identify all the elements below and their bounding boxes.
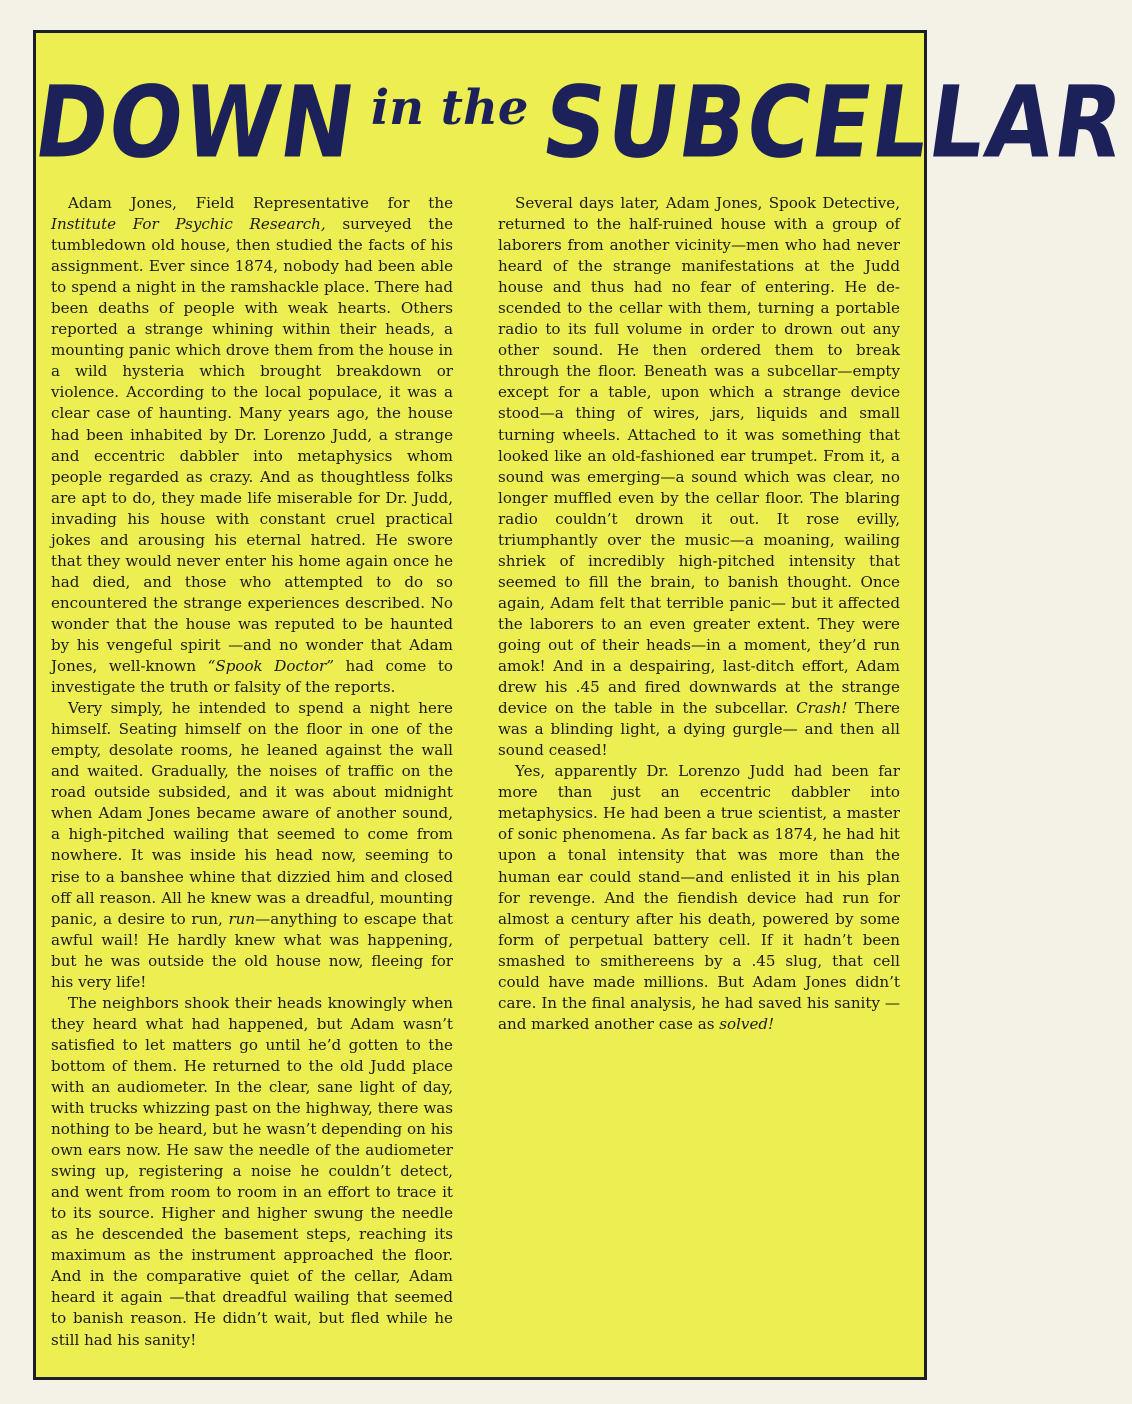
institute-name: Institute For Psychic Research,	[51, 215, 326, 234]
article-column-left	[51, 193, 453, 1351]
title-word-in-the: in the	[370, 80, 529, 136]
article-column-right	[498, 193, 900, 1035]
title-word-down: DOWN	[27, 65, 364, 181]
paragraph-1: Adam Jones, Field Representative for the Institute For Psychic Research, surveyed the tumbledown old house, then studied the facts of his assignment. Ever since 1874, nobody had been able to spend a night in the ramshackle place. There had been deaths of people with weak hearts. Others reported a strange whining within their heads, a mounting panic which drove them from the house in a wild hysteria which brought breakdown or violence. According to the local populace, it was a clear case of haunting. Many years ago, the house had been inhabited by Dr. Lorenzo Judd, a strange and eccentric dabbler into metaphysics whom people regarded as crazy. And as thoughtless folks are apt to do, they made life miserable for Dr. Judd, invading his house with constant cruel practical jokes and arousing his eternal hatred. He swore that they would never enter his home again once he had died, and those who attempted to do so encountered the strange experiences described. No wonder that the house was reputed to be haunted by his vengeful spirit —and no wonder that Adam Jones, well-known “Spook Doctor” had come to investigate the truth or falsity of the reports.	[51, 194, 453, 697]
paragraph-5: Yes, apparently Dr. Lorenzo Judd had been far more than just an eccentric dabbler into metaphysics. He had been a true scientist, a master of sonic phenomena. As far back as 1874, he had hit upon a tonal intensity that was more than the human ear could stand—and enlisted it in his plan for revenge. And the fiendish device had run for almost a century after his death, powered by some form of perpetual battery cell. If it hadn’t been smashed to smithereens by a .45 slug, that cell could have made millions. But Adam Jones didn’t care. In the final analysis, he had saved his sanity —and marked another case as solved!	[498, 762, 900, 1033]
page-title	[27, 65, 1132, 203]
paragraph-4: Several days later, Adam Jones, Spook Detective, returned to the half-ruined house with a group of laborers from another vicinity—men who had never heard of the strange manifestations at the Judd house and thus had no fear of entering. He descended to the cellar with them, turning a portable radio to its full volume in order to drown out any other sound. He then ordered them to break through the floor. Beneath was a subcellar—empty except for a table, upon which a strange device stood—a thing of wires, jars, liquids and small turning wheels. Attached to it was something that looked like an old-fashioned ear trumpet. From it, a sound was emerging—a sound which was clear, no longer muffled even by the cellar floor. The blaring radio couldn’t drown it out. It rose evilly, triumphantly over the music—a moaning, wailing shriek of incredibly high-pitched intensity that seemed to fill the brain, to banish thought. Once again, Adam felt that terrible panic— but it affected the laborers to an even greater extent. They were going out of their heads—in a moment, they’d run amok! And in a despairing, last-ditch effort, Adam drew his .45 and fired downwards at the strange device on the table in the subcellar. Crash! There was a blinding light, a dying gurgle— and then all sound ceased!	[498, 194, 900, 760]
spook-doctor-nickname: “Spook Doctor”	[207, 657, 334, 676]
title-word-subcellar: SUBCELLAR	[535, 65, 1132, 181]
paragraph-2: Very simply, he intended to spend a night here himself. Seating himself on the floor in one of the empty, desolate rooms, he leaned against the wall and waited. Gradually, the noises of traffic on the road outside subsided, and it was about midnight when Adam Jones became aware of another sound, a high-pitched wailing that seemed to come from nowhere. It was inside his head now, seeming to rise to a banshee whine that dizzied him and closed off all reason. All he knew was a dreadful, mounting panic, a desire to run, run—anything to escape that awful wail! He hardly knew what was happening, but he was outside the old house now, fleeing for his very life!	[51, 699, 454, 991]
article-panel	[27, 30, 1132, 1380]
paragraph-3: The neighbors shook their heads knowingly when they heard what had happened, but Adam wasn’t satisfied to let matters go until he’d gotten to the bottom of them. He returned to the old Judd place with an audiometer. In the clear, sane light of day, with trucks whizzing past on the highway, there was nothing to be heard, but he wasn’t depending on his own ears now. He saw the needle of the audiometer swing up, registering a noise he couldn’t detect, and went from room to room in an effort to trace it to its source. Higher and higher swung the needle as he descended the basement steps, reaching its maximum as the instrument approached the floor. And in the comparative quiet of the cellar, Adam heard it again —that dreadful wailing that seemed to banish reason. He didn’t wait, but fled while he still had his sanity!	[51, 993, 453, 1349]
